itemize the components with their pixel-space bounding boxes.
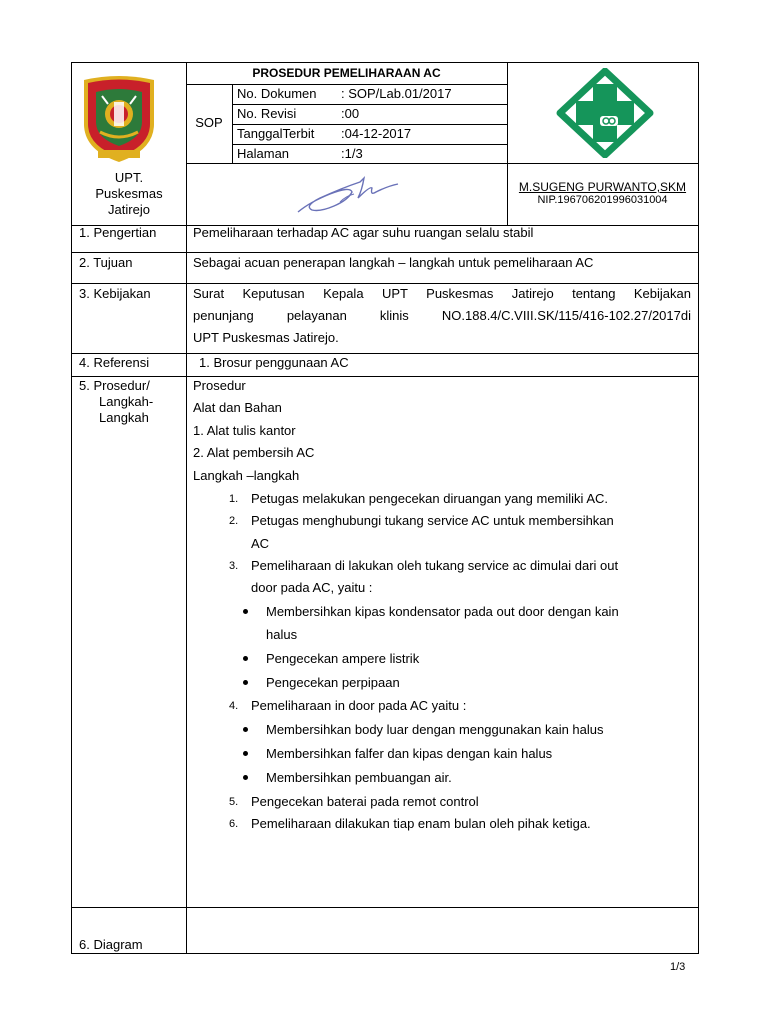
signer-name: M.SUGENG PURWANTO,SKM xyxy=(518,180,687,194)
alat-item: 1. Alat tulis kantor xyxy=(193,423,296,438)
regency-emblem-logo xyxy=(78,72,160,164)
bullet-text: Membersihkan kipas kondensator pada out door dengan kain xyxy=(266,604,619,619)
health-cross-logo xyxy=(556,68,654,158)
step-number: 1. xyxy=(229,493,239,505)
field-label-no-dokumen: No. Dokumen xyxy=(237,86,317,101)
table-border-right xyxy=(698,62,699,954)
row-label-diagram: 6. Diagram xyxy=(79,937,143,952)
organization-name xyxy=(72,170,186,218)
bullet-icon xyxy=(243,609,248,614)
bullet-text: halus xyxy=(266,627,298,642)
field-label-no-revisi: No. Revisi xyxy=(237,106,297,121)
row-label-pengertian: 1. Pengertian xyxy=(79,225,157,240)
step-text: Pemeliharaan in door pada AC yaitu : xyxy=(251,698,467,713)
org-line: Jatirejo xyxy=(108,202,150,217)
langkah-heading: Langkah –langkah xyxy=(193,468,300,483)
row-label-referensi: 4. Referensi xyxy=(79,355,150,370)
bullet-icon xyxy=(243,656,248,661)
bullet-text: Membersihkan falfer dan kipas dengan kain halus xyxy=(266,746,553,761)
field-value-halaman: :1/3 xyxy=(341,146,363,161)
step-text: door pada AC, yaitu : xyxy=(251,580,373,595)
step-text: AC xyxy=(251,536,270,551)
step-number: 2. xyxy=(229,515,239,527)
bullet-text: Membersihkan body luar dengan menggunakan kain halus xyxy=(266,722,604,737)
field-line xyxy=(232,124,507,125)
step-text: Petugas melakukan pengecekan diruangan yang memiliki AC. xyxy=(251,491,608,506)
prosedur-label-line: Langkah xyxy=(99,410,149,425)
alat-heading: Alat dan Bahan xyxy=(193,400,282,415)
sop-label: SOP xyxy=(195,115,223,130)
row-line xyxy=(71,376,699,377)
prosedur-label-line: Langkah- xyxy=(99,394,154,409)
row-line xyxy=(71,907,699,908)
org-line: UPT. xyxy=(114,170,144,185)
row-text-referensi: 1. Brosur penggunaan AC xyxy=(199,355,349,370)
header-separator xyxy=(186,163,698,164)
kebijakan-line: UPT Puskesmas Jatirejo. xyxy=(193,330,339,345)
row-text-pengertian: Pemeliharaan terhadap AC agar suhu ruangan selalu stabil xyxy=(193,225,534,240)
field-value-no-dokumen: : SOP/Lab.01/2017 xyxy=(341,86,452,101)
document-title: PROSEDUR PEMELIHARAAN AC xyxy=(252,66,441,80)
title-underline xyxy=(186,84,507,85)
step-number: 6. xyxy=(229,818,239,830)
column-divider xyxy=(186,62,187,954)
step-text: Pemeliharaan di lakukan oleh tukang service ac dimulai dari out xyxy=(251,558,619,573)
signer-nip: NIP.196706201996031004 xyxy=(537,194,668,206)
prosedur-heading: Prosedur xyxy=(193,378,246,393)
row-label-kebijakan: 3. Kebijakan xyxy=(79,286,151,301)
step-number: 4. xyxy=(229,700,239,712)
field-label-tanggal-terbit: TanggalTerbit xyxy=(237,126,315,141)
bullet-icon xyxy=(243,775,248,780)
bullet-text: Pengecekan perpipaan xyxy=(266,675,400,690)
row-line xyxy=(71,252,699,253)
step-text: Pemeliharaan dilakukan tiap enam bulan oleh pihak ketiga. xyxy=(251,816,591,831)
bullet-text: Membersihkan pembuangan air. xyxy=(266,770,452,785)
table-border-bottom xyxy=(71,953,699,954)
bullet-icon xyxy=(243,727,248,732)
bullet-text: Pengecekan ampere listrik xyxy=(266,651,420,666)
row-line xyxy=(71,353,699,354)
org-line: Puskesmas xyxy=(95,186,163,201)
kebijakan-line: Surat Keputusan Kepala UPT Puskesmas Jatirejo tentang Kebijakan xyxy=(193,286,691,301)
step-number: 3. xyxy=(229,560,239,572)
kebijakan-line: penunjang pelayanan klinis NO.188.4/C.VIII.SK/115/416-102.27/2017di xyxy=(193,308,691,323)
signature xyxy=(290,172,402,220)
bullet-icon xyxy=(243,751,248,756)
table-border-top xyxy=(71,62,699,63)
step-text: Pengecekan baterai pada remot control xyxy=(251,794,479,809)
row-label-tujuan: 2. Tujuan xyxy=(79,255,133,270)
bullet-icon xyxy=(243,680,248,685)
prosedur-label-line: 5. Prosedur/ xyxy=(79,378,150,393)
row-text-tujuan: Sebagai acuan penerapan langkah – langkah untuk pemeliharaan AC xyxy=(193,255,594,270)
row-line xyxy=(71,283,699,284)
page-number: 1/3 xyxy=(670,961,686,973)
row-label-prosedur xyxy=(79,378,153,426)
field-line xyxy=(232,144,507,145)
step-text: Petugas menghubungi tukang service AC untuk membersihkan xyxy=(251,513,614,528)
field-value-tanggal-terbit: :04-12-2017 xyxy=(341,126,412,141)
field-value-no-revisi: :00 xyxy=(341,106,360,121)
step-number: 5. xyxy=(229,796,239,808)
field-line xyxy=(232,104,507,105)
field-label-halaman: Halaman xyxy=(237,146,290,161)
alat-item: 2. Alat pembersih AC xyxy=(193,445,315,460)
